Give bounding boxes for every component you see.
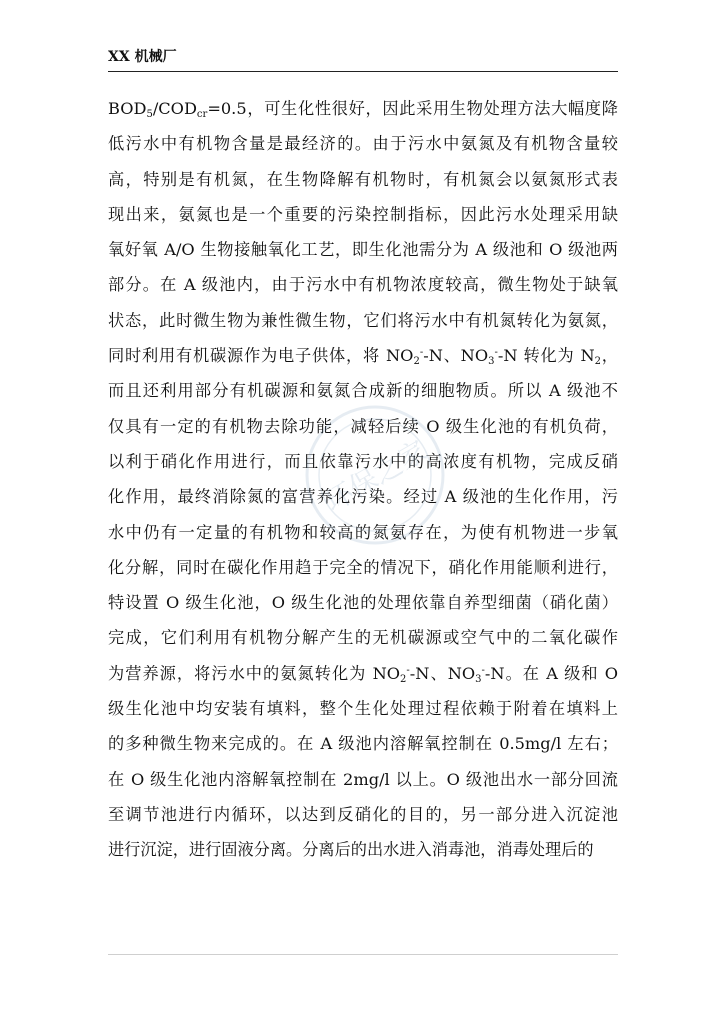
- subscript: 3: [488, 356, 495, 368]
- subscript: cr: [196, 109, 208, 120]
- text-segment: BOD: [108, 99, 147, 118]
- text-line-22: 进行沉淀，进行固液分离。分离后的出水进入消毒池，消毒处理后的: [108, 840, 594, 860]
- text-line-15: 特设置 O 级生化池，O 级生化池的处理依靠自养型细菌（硝化菌）: [108, 593, 618, 613]
- text-line-9: 而且还利用部分有机碳源和氨氮合成新的细胞物质。所以 A 级池不: [108, 381, 618, 401]
- text-segment: -N、NO: [409, 663, 476, 683]
- text-line-16: 完成，它们利用有机物分解产生的无机碳源或空气中的二氧化碳作: [108, 628, 618, 648]
- footer-divider: [108, 954, 618, 955]
- subscript: 3: [475, 673, 482, 685]
- text-line-4: 现出来，氨氮也是一个重要的污染控制指标，因此污水处理采用缺: [108, 204, 618, 224]
- text-line-12: 化作用，最终消除氮的富营养化污染。经过 A 级池的生化作用，污: [108, 487, 618, 507]
- subscript: 2: [594, 356, 601, 368]
- text-segment: -N。在 A 级和 O: [484, 663, 618, 683]
- text-line-6: 部分。在 A 级池内，由于污水中有机物浓度较高，微生物处于缺氧: [108, 275, 618, 295]
- text-line-17: [108, 656, 618, 691]
- text-line-8: [108, 338, 618, 373]
- text-segment: 同时利用有机碳源作为电子供体，将 NO: [108, 346, 414, 366]
- page-header-title: XX 机械厂: [108, 49, 177, 65]
- watermark-text: 环保之家: [318, 434, 433, 519]
- text-line-10: 仅具有一定的有机物去除功能，减轻后续 O 级生化池的有机负荷，: [108, 416, 618, 436]
- superscript: -: [406, 664, 410, 676]
- subscript: 2: [400, 673, 407, 685]
- text-line-20: 在 O 级生化池内溶解氧控制在 2mg/l 以上。O 级池出水一部分回流: [108, 769, 618, 789]
- superscript: -: [419, 347, 424, 359]
- text-segment: /COD: [152, 99, 197, 118]
- text-line-14: 化分解，同时在碳化作用趋于完全的情况下，硝化作用能顺利进行，: [108, 557, 618, 577]
- document-body: [108, 91, 618, 868]
- subscript: 2: [413, 356, 420, 368]
- text-segment: 为营养源，将污水中的氨氮转化为 NO: [108, 663, 401, 683]
- text-segment: -N 转化为 N: [497, 346, 595, 366]
- text-line-21: 至调节池进行内循环，以达到反硝化的目的，另一部分进入沉淀池: [108, 804, 618, 824]
- text-line-1: [108, 91, 618, 126]
- text-segment: =0.5，可生化性很好，因此采用生物处理方法大幅度降: [207, 99, 618, 118]
- text-line-13: 水中仍有一定量的有机物和较高的氮氨存在，为使有机物进一步氧: [108, 522, 618, 542]
- text-line-3: 高，特别是有机氮，在生物降解有机物时，有机氮会以氨氮形式表: [108, 169, 618, 189]
- subscript: 5: [146, 109, 153, 120]
- text-line-7: 状态，此时微生物为兼性微生物，它们将污水中有机氮转化为氨氮，: [108, 310, 618, 330]
- text-line-2: 低污水中有机物含量是最经济的。由于污水中氨氮及有机物含量较: [108, 134, 618, 154]
- superscript: -: [494, 347, 498, 359]
- text-segment: ，: [600, 346, 618, 366]
- header-divider: [108, 71, 618, 72]
- text-line-11: 以利于硝化作用进行，而且依靠污水中的高浓度有机物，完成反硝: [108, 451, 618, 471]
- text-line-19: 的多种微生物来完成的。在 A 级池内溶解氧控制在 0.5mg/l 左右；: [108, 734, 618, 754]
- text-line-5: 氧好氧 A/O 生物接触氧化工艺，即生化池需分为 A 级池和 O 级池两: [108, 240, 618, 260]
- text-line-18: 级生化池中均安装有填料，整个生化处理过程依赖于附着在填料上: [108, 699, 618, 719]
- text-segment: -N、NO: [423, 346, 489, 366]
- superscript: -: [481, 664, 485, 676]
